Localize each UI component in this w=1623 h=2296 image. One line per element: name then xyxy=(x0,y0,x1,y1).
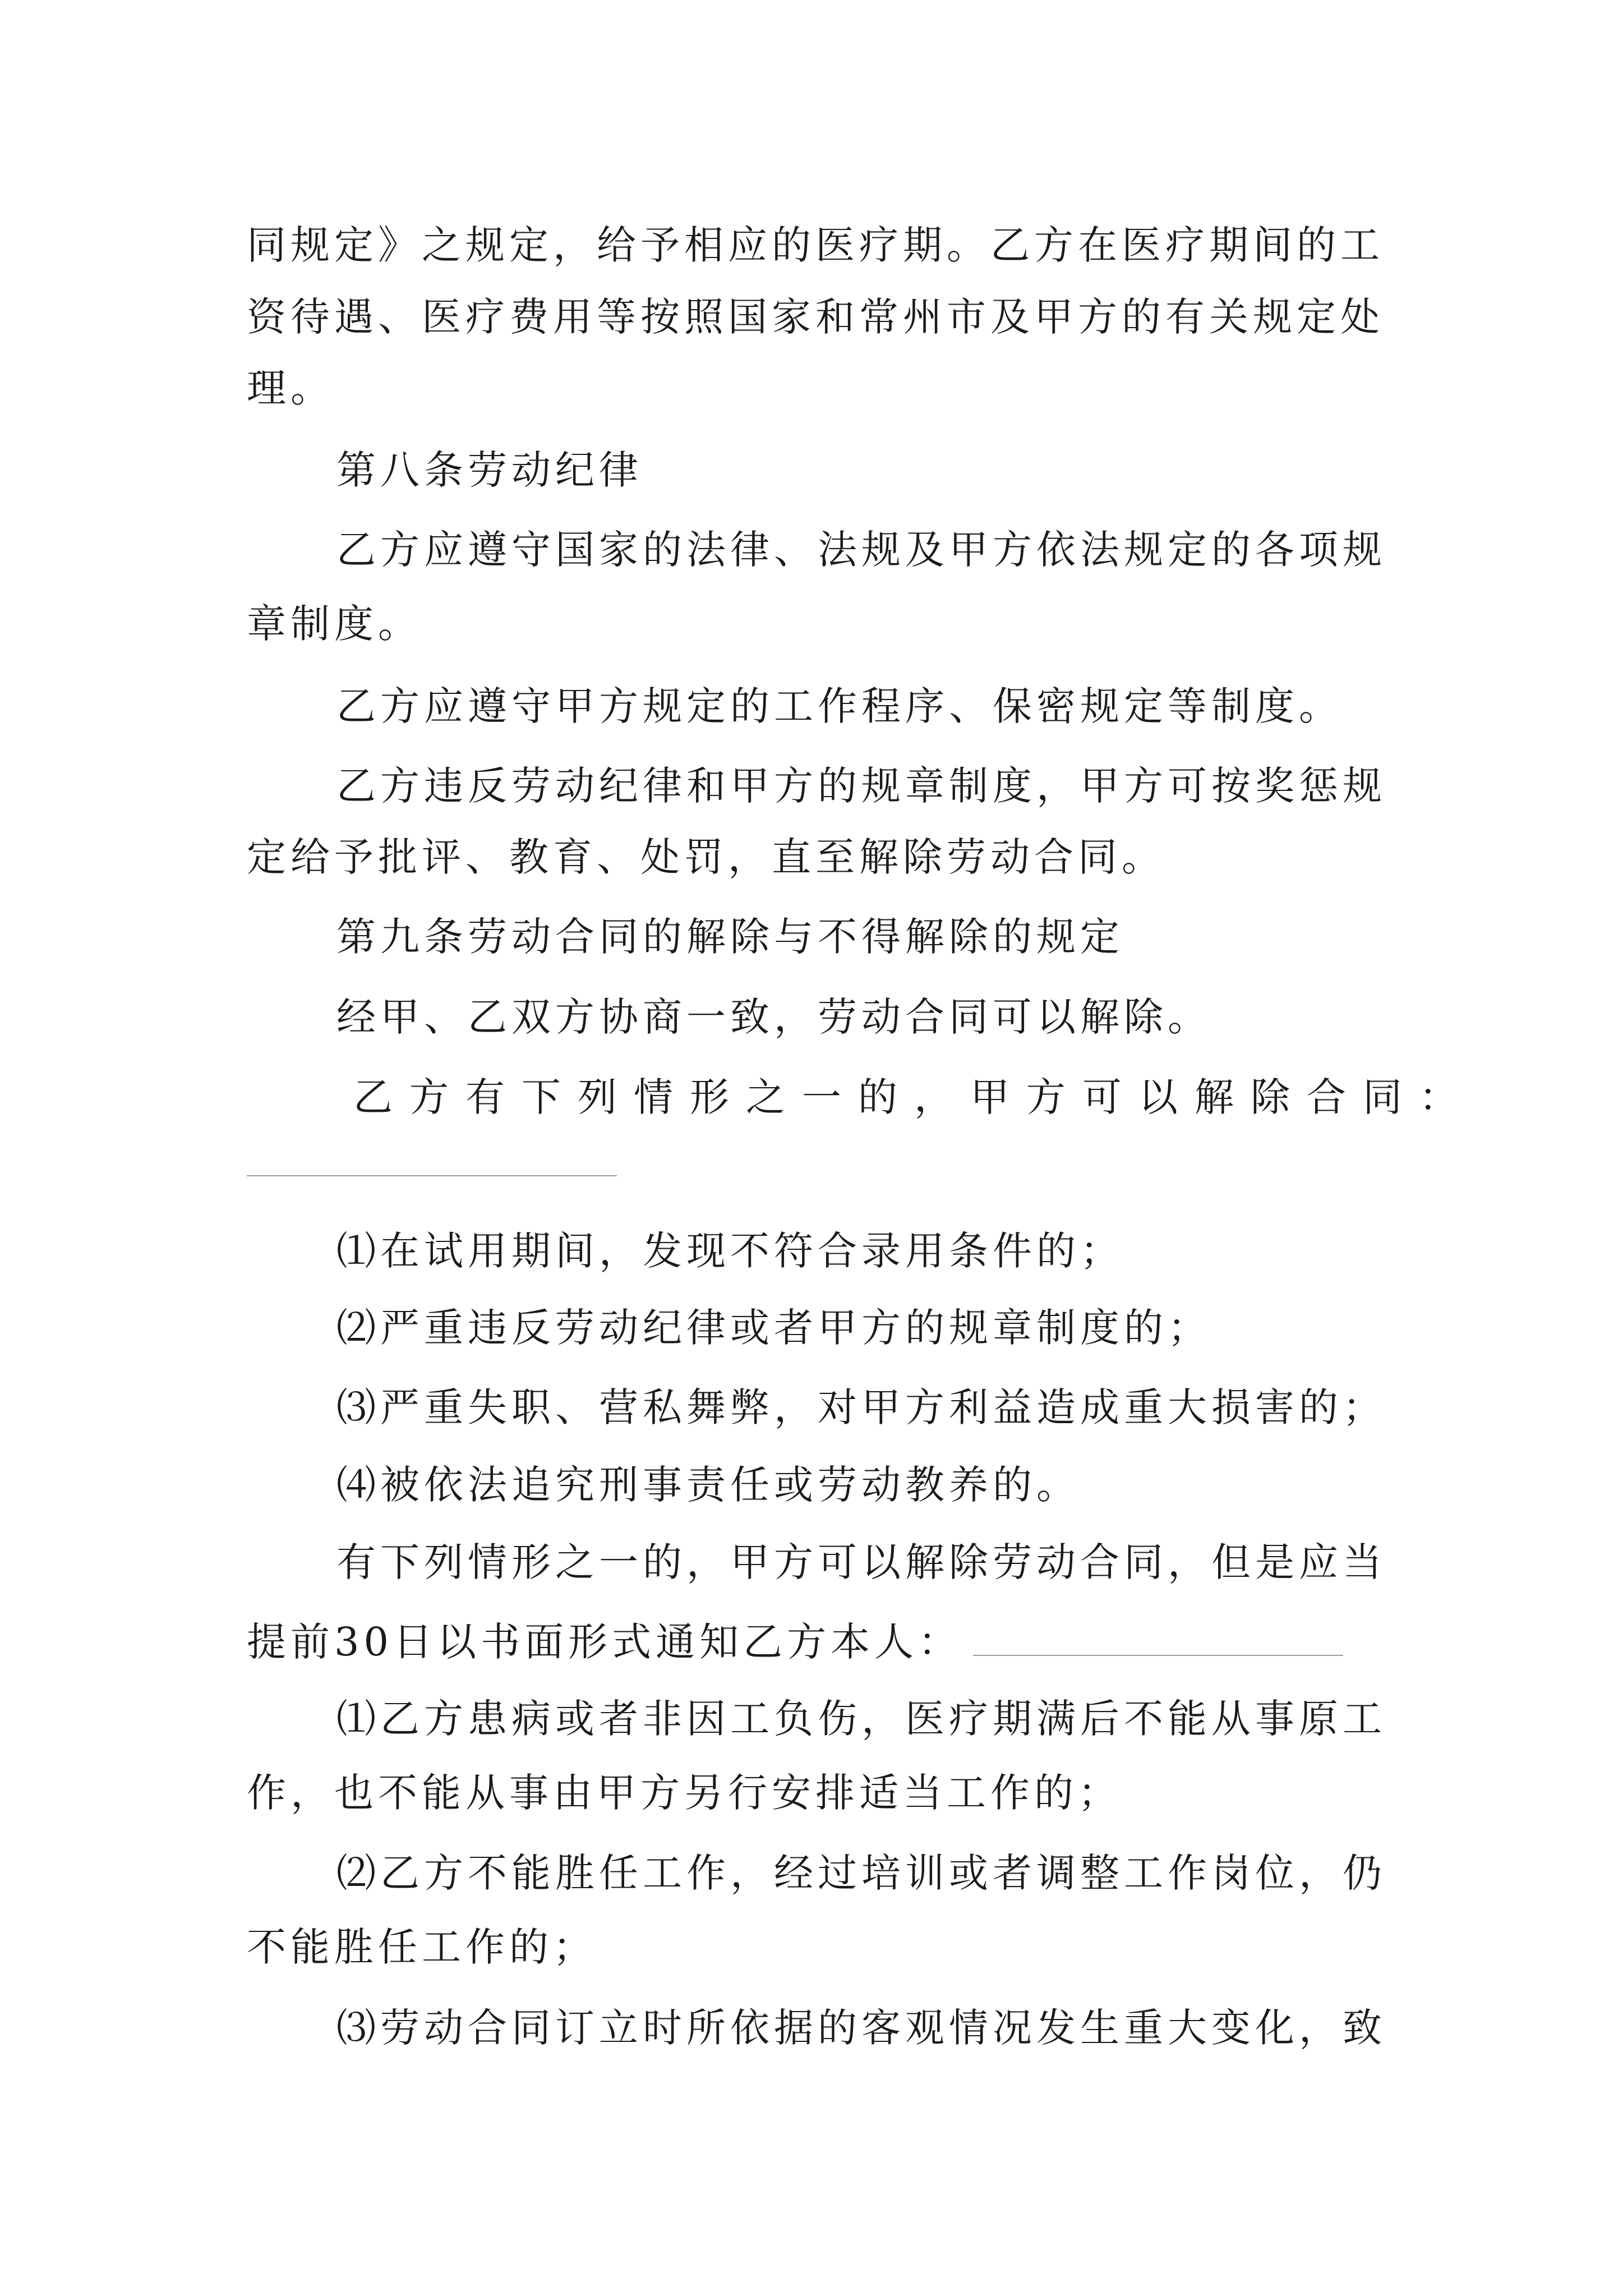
list-item-2: ⑵严重违反劳动纪律或者甲方的规章制度的； xyxy=(336,1305,1211,1351)
text-line-17: 有下列情形之一的，甲方可以解除劳动合同，但是应当 xyxy=(336,1539,1386,1585)
text-line-11: 经甲、乙双方协商一致，劳动合同可以解除。 xyxy=(336,994,1211,1040)
text-line-3: 理。 xyxy=(247,365,334,411)
text-line-8: 乙方违反劳动纪律和甲方的规章制度，甲方可按奖惩规 xyxy=(336,763,1386,809)
text-line-1: 同规定》之规定，给予相应的医疗期。乙方在医疗期间的工 xyxy=(247,222,1384,268)
list-item-3: ⑶严重失职、营私舞弊，对甲方利益造成重大损害的； xyxy=(336,1384,1386,1430)
list-item-7: ⑶劳动合同订立时所依据的客观情况发生重大变化，致 xyxy=(336,2005,1386,2051)
footnote-separator xyxy=(247,1175,617,1176)
text-line-5: 乙方应遵守国家的法律、法规及甲方依法规定的各项规 xyxy=(336,527,1386,573)
section-heading-article-9: 第九条劳动合同的解除与不得解除的规定 xyxy=(336,914,1124,960)
list-item-6: ⑵乙方不能胜任工作，经过培训或者调整工作岗位，仍 xyxy=(336,1850,1386,1896)
text-line-2: 资待遇、医疗费用等按照国家和常州市及甲方的有关规定处 xyxy=(247,294,1384,340)
text-line-22: 不能胜任工作的； xyxy=(247,1924,597,1970)
text-line-20: 作，也不能从事由甲方另行安排适当工作的； xyxy=(247,1770,1122,1816)
text-line-18: 提前30日以书面形式通知乙方本人： xyxy=(247,1619,962,1665)
fill-in-blank-line xyxy=(973,1655,1343,1656)
list-item-1: ⑴在试用期间，发现不符合录用条件的； xyxy=(336,1228,1124,1274)
section-heading-article-8: 第八条劳动纪律 xyxy=(336,447,643,493)
text-line-12: 乙方有下列情形之一的，甲方可以解除合同： xyxy=(353,1074,1475,1120)
text-line-6: 章制度。 xyxy=(247,601,422,647)
text-line-7: 乙方应遵守甲方规定的工作程序、保密规定等制度。 xyxy=(336,683,1343,729)
list-item-5: ⑴乙方患病或者非因工负伤，医疗期满后不能从事原工 xyxy=(336,1696,1386,1742)
list-item-4: ⑷被依法追究刑事责任或劳动教养的。 xyxy=(336,1462,1080,1508)
text-line-9: 定给予批评、教育、处罚，直至解除劳动合同。 xyxy=(247,834,1165,880)
